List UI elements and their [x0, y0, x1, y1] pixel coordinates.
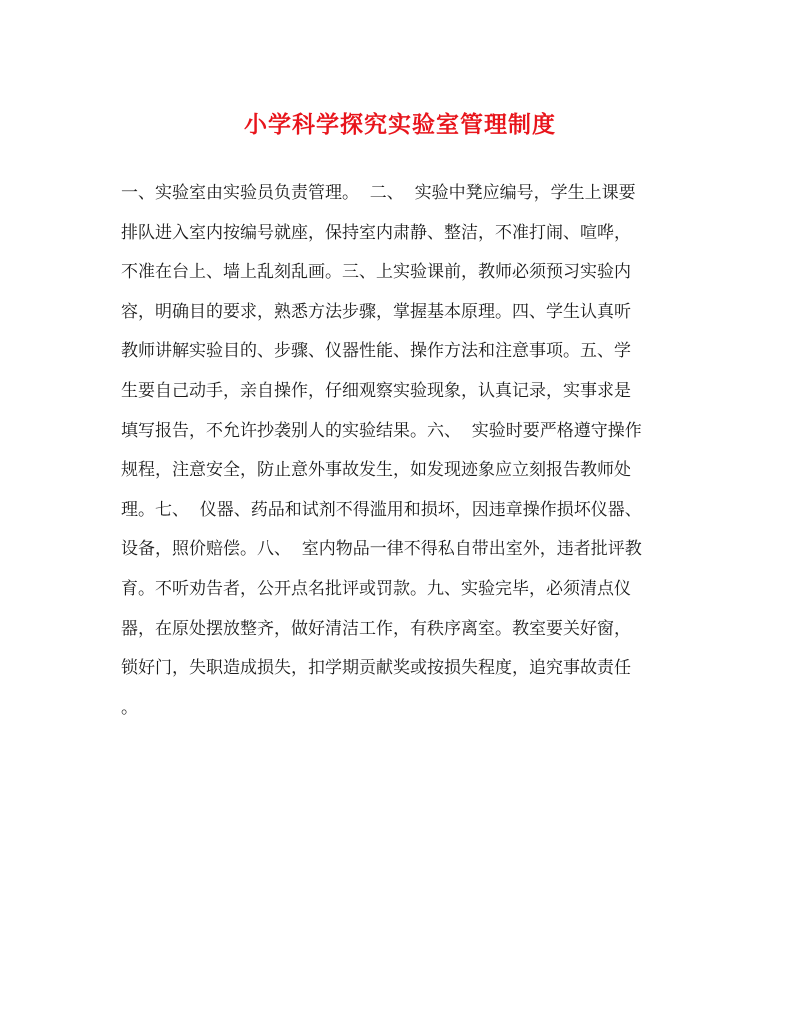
body-line-12: 器，在原处摆放整齐，做好清洁工作，有秩序离室。教室要关好窗，	[121, 618, 631, 639]
body-line-1: 一、实验室由实验员负责管理。 二、 实验中凳应编号，学生上课要	[121, 183, 636, 203]
body-line-3: 不准在台上、墙上乱刻乱画。三、上实验课前，教师必须预习实验内	[121, 262, 631, 283]
body-line-13: 锁好门，失职造成损失，扣学期贡献奖或按损失程度，追究事故责任	[121, 658, 631, 679]
document-body	[121, 174, 701, 728]
body-line-11: 育。不听劝告者，公开点名批评或罚款。九、实验完毕，必须清点仪	[121, 578, 631, 599]
body-line-6: 生要自己动手，亲自操作，仔细观察实验现象，认真记录，实事求是	[121, 380, 631, 401]
body-line-9: 理。七、 仪器、药品和试剂不得滥用和损坏，因违章操作损坏仪器、	[121, 499, 642, 520]
body-line-4: 容，明确目的要求，熟悉方法步骤，掌握基本原理。四、学生认真听	[121, 301, 631, 322]
body-line-14: 。	[121, 697, 138, 718]
body-line-8: 规程，注意安全，防止意外事故发生，如发现迹象应立刻报告教师处	[121, 460, 631, 481]
document-title: 小学科学探究实验室管理制度	[244, 111, 556, 138]
body-line-7: 填写报告，不允许抄袭别人的实验结果。六、 实验时要严格遵守操作	[121, 420, 642, 441]
body-line-5: 教师讲解实验目的、步骤、仪器性能、操作方法和注意事项。五、学	[121, 341, 631, 362]
body-line-2: 排队进入室内按编号就座，保持室内肃静、整洁，不准打闹、喧哗，	[121, 222, 631, 243]
body-line-10: 设备，照价赔偿。八、 室内物品一律不得私自带出室外，违者批评教	[121, 539, 642, 560]
